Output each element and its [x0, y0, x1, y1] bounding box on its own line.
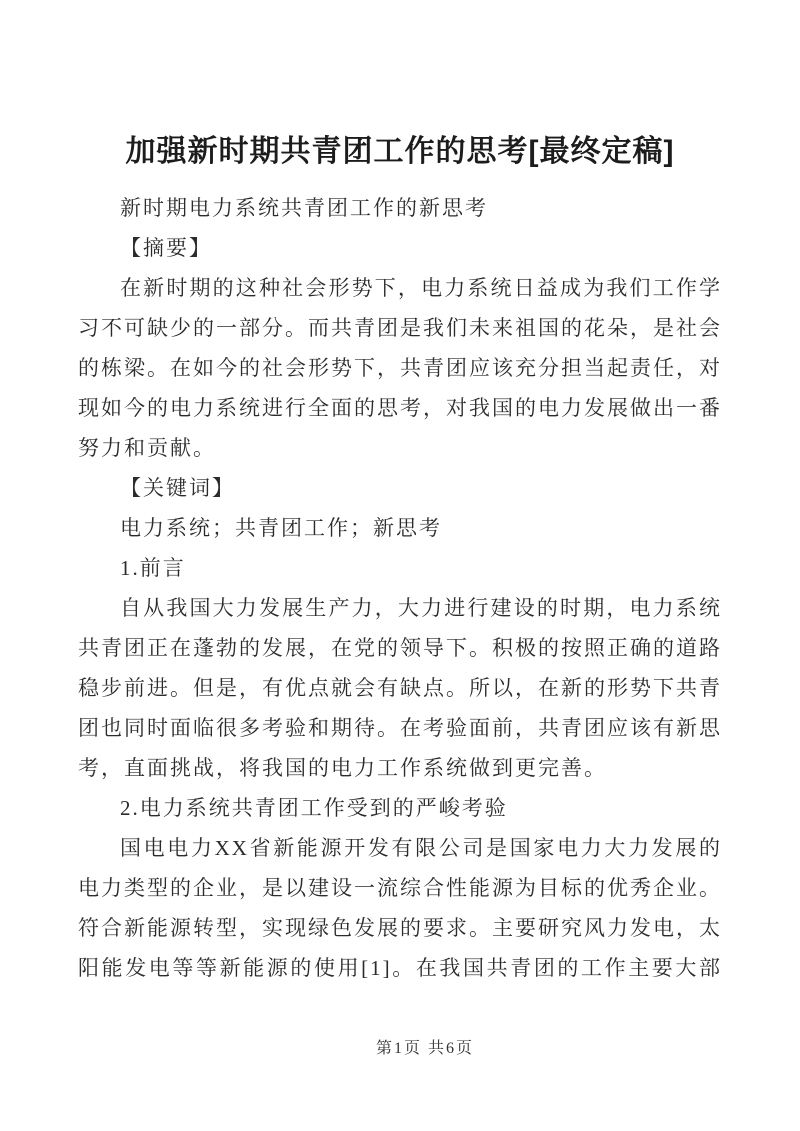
paragraph-line: 电力类型的企业，是以建设一流综合性能源为目标的优秀企业。 — [78, 876, 722, 900]
paragraph-line: 团也同时面临很多考验和期待。在考验面前，共青团应该有新思 — [78, 716, 722, 740]
paragraph-line: 考，直面挑战，将我国的电力工作系统做到更完善。 — [78, 756, 607, 780]
keywords-line: 电力系统；共青团工作；新思考 — [120, 516, 442, 540]
paragraph-line: 自从我国大力发展生产力，大力进行建设的时期，电力系统 — [120, 596, 722, 620]
paragraph-line: 习不可缺少的一部分。而共青团是我们未来祖国的花朵，是社会 — [78, 316, 722, 340]
paragraph-line: 稳步前进。但是，有优点就会有缺点。所以，在新的形势下共青 — [78, 676, 722, 700]
subtitle-line: 新时期电力系统共青团工作的新思考 — [120, 196, 488, 220]
paragraph-line: 的栋梁。在如今的社会形势下，共青团应该充分担当起责任，对 — [78, 356, 722, 380]
label-line: 【关键词】 — [120, 476, 235, 500]
heading-line: 2.电力系统共青团工作受到的严峻考验 — [120, 796, 508, 820]
paragraph-line: 国电电力XX省新能源开发有限公司是国家电力大力发展的 — [120, 836, 722, 860]
label-line: 【摘要】 — [120, 236, 212, 260]
paragraph-line: 在新时期的这种社会形势下，电力系统日益成为我们工作学 — [120, 276, 722, 300]
document-title: 加强新时期共青团工作的思考[最终定稿] — [125, 135, 675, 168]
paragraph-line: 符合新能源转型，实现绿色发展的要求。主要研究风力发电，太 — [78, 916, 722, 940]
paragraph-line: 努力和贡献。 — [78, 436, 216, 460]
page-number-label: 第1页 共6页 — [375, 1040, 474, 1057]
page-footer — [50, 1036, 800, 1062]
paragraph-line: 现如今的电力系统进行全面的思考，对我国的电力发展做出一番 — [78, 396, 722, 420]
document-body — [78, 188, 722, 988]
paragraph-line: 共青团正在蓬勃的发展，在党的领导下。积极的按照正确的道路 — [78, 636, 722, 660]
paragraph-line: 阳能发电等等新能源的使用[1]。在我国共青团的工作主要大部 — [78, 956, 722, 980]
heading-line: 1.前言 — [120, 556, 186, 580]
